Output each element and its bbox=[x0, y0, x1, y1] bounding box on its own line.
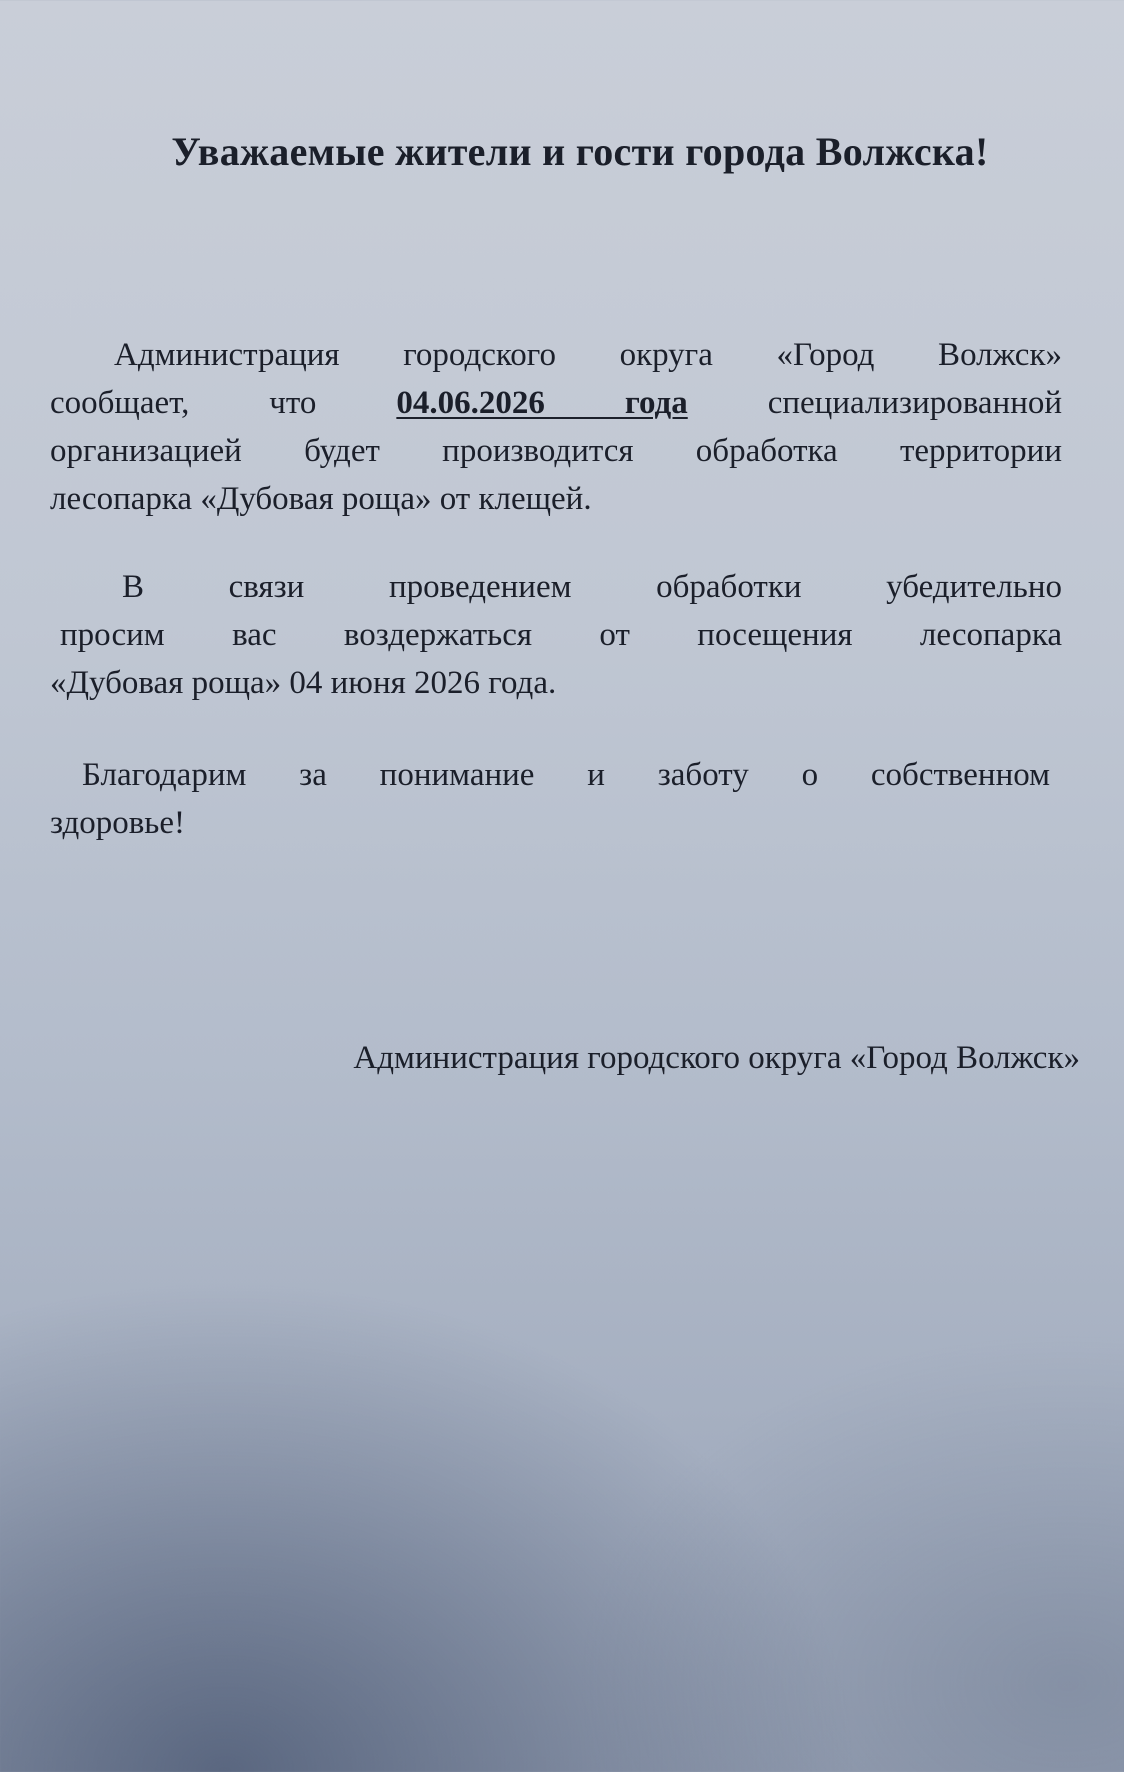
announcement-line-2-start: сообщает, что bbox=[50, 385, 317, 421]
announcement-line-1: Администрация городского округа «Город Волжск» bbox=[114, 337, 1062, 373]
announcement-line-3: организацией будет производится обработка территории bbox=[50, 433, 1062, 469]
announcement-line-4: лесопарка «Дубовая роща» от клещей. bbox=[50, 481, 592, 517]
request-paragraph bbox=[50, 563, 1062, 707]
thanks-paragraph bbox=[50, 751, 1062, 847]
request-line-1: В связи проведением обработки убедительно bbox=[122, 569, 1062, 605]
thanks-line-2: здоровье! bbox=[50, 805, 185, 841]
request-line-3: «Дубовая роща» 04 июня 2026 года. bbox=[50, 665, 557, 701]
treatment-date: 04.06.2026 года bbox=[396, 385, 688, 421]
notice-heading: Уважаемые жители и гости города Волжска! bbox=[171, 129, 989, 174]
thanks-line-1: Благодарим за понимание и заботу о собственном bbox=[82, 757, 1050, 793]
announcement-line-2 bbox=[50, 379, 1062, 427]
announcement-line-2-end: специализированной bbox=[767, 385, 1063, 421]
signature: Администрация городского округа «Город Волжск» bbox=[353, 1040, 1080, 1076]
announcement-paragraph bbox=[50, 331, 1062, 523]
request-line-2: просим вас воздержаться от посещения лесопарка bbox=[60, 617, 1062, 653]
